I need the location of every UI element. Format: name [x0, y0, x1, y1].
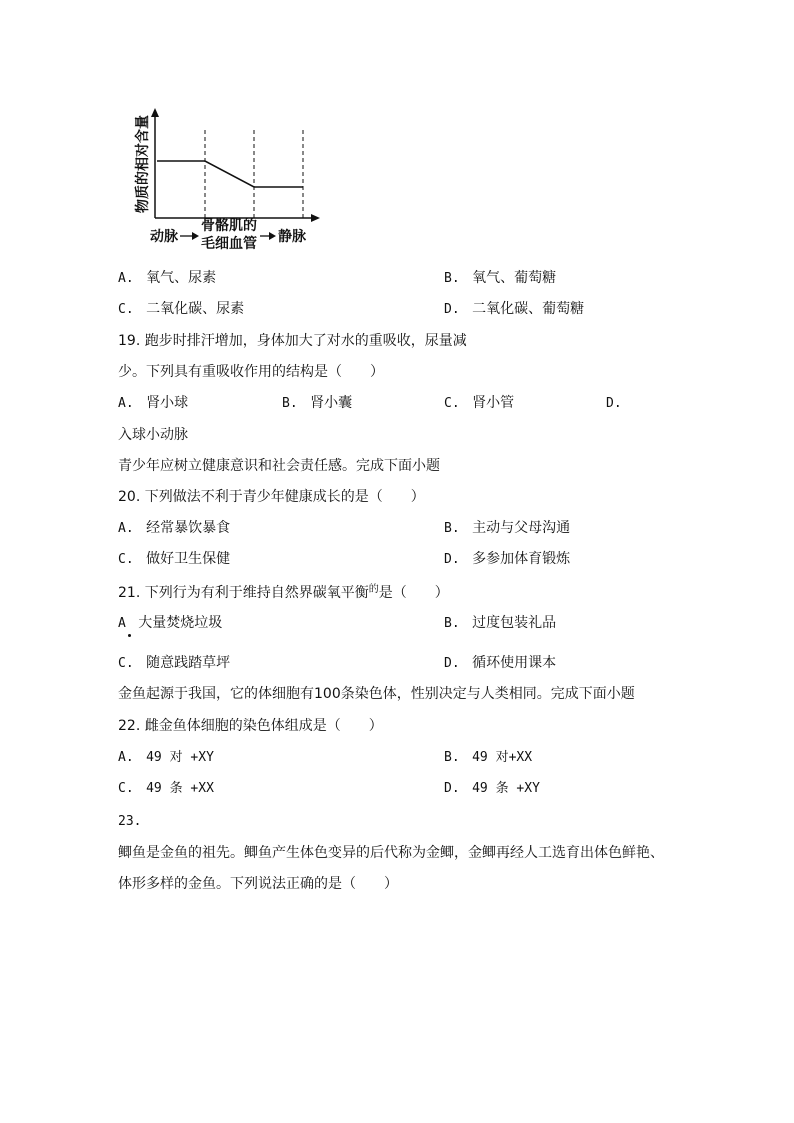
option-text: 过度包装礼品 — [472, 615, 557, 631]
option-letter: B. — [444, 521, 460, 536]
option-letter: D. — [606, 396, 622, 411]
q21-option-c — [118, 653, 230, 674]
content-curve — [157, 161, 303, 187]
q21-option-d — [444, 653, 556, 674]
option-text: 肾小囊 — [310, 395, 353, 411]
q18-option-b — [444, 268, 556, 289]
q19-option-d-text: 入球小动脉 — [118, 427, 188, 443]
q18-option-c — [118, 299, 244, 320]
x-label-vein: 静脉 — [278, 229, 306, 245]
q20-option-c — [118, 549, 230, 570]
option-text: 主动与父母沟通 — [472, 520, 571, 536]
q23-number: 23. — [118, 814, 142, 829]
option-text: 随意践踏草坪 — [146, 655, 231, 671]
q23-stem-line1: 鲫鱼是金鱼的祖先。鲫鱼产生体色变异的后代称为金鲫，金鲫再经人工选育出体色鲜艳、 — [118, 845, 664, 861]
option-text: 49 条 +XX — [146, 781, 214, 796]
option-letter: D. — [444, 552, 460, 567]
option-text: 49 对+XX — [472, 750, 533, 765]
y-axis-label: 物质的相对含量 — [135, 115, 151, 213]
option-text: 二氧化碳、葡萄糖 — [472, 301, 585, 317]
option-text: 49 对 +XY — [146, 750, 214, 765]
q21-option-a — [118, 613, 222, 634]
option-letter: A. — [118, 521, 134, 536]
option-text: 循环使用课本 — [472, 655, 557, 671]
option-letter: D. — [444, 781, 460, 796]
q19-option-c — [444, 393, 514, 414]
option-letter: C. — [444, 396, 460, 411]
stray-dot-mark — [128, 634, 131, 637]
option-text: 49 条 +XY — [472, 781, 540, 796]
q21-stem-end: 是（ ） — [378, 585, 449, 601]
q22-option-c — [118, 778, 214, 799]
y-axis-arrow — [151, 108, 159, 117]
q20-stem: 20. 下列做法不利于青少年健康成长的是（ ） — [118, 489, 425, 505]
arrow-1-head — [192, 232, 199, 240]
option-letter: C. — [118, 552, 134, 567]
option-text: 多参加体育锻炼 — [472, 551, 571, 567]
option-letter: C. — [118, 656, 134, 671]
x-label-artery: 动脉 — [150, 229, 178, 245]
option-text: 氧气、尿素 — [146, 270, 217, 286]
option-text: 二氧化碳、尿素 — [146, 301, 245, 317]
option-letter: B. — [444, 750, 460, 765]
q22-option-b — [444, 747, 532, 768]
q20-option-d — [444, 549, 570, 570]
q20-option-b — [444, 518, 570, 539]
q19-stem-line2: 少。下列具有重吸收作用的结构是（ ） — [118, 364, 384, 380]
x-label-capillary-line1: 骨骼肌的 — [201, 218, 257, 234]
option-letter: B. — [444, 271, 460, 286]
option-text: 肾小管 — [472, 395, 515, 411]
q19-option-a — [118, 393, 188, 414]
q19-option-b — [282, 393, 352, 414]
q23-stem-line2: 体形多样的金鱼。下列说法正确的是（ ） — [118, 876, 398, 892]
q22-stem: 22. 雌金鱼体细胞的染色体组成是（ ） — [118, 718, 383, 734]
x-axis-arrow — [311, 214, 320, 222]
option-text: 肾小球 — [146, 395, 189, 411]
option-letter: C. — [118, 302, 134, 317]
option-letter: A. — [118, 396, 134, 411]
option-letter: D. — [444, 656, 460, 671]
q22-option-a — [118, 747, 214, 768]
option-letter: A. — [118, 750, 134, 765]
q21-option-b — [444, 613, 556, 634]
q20-option-a — [118, 518, 230, 539]
section-intro-health: 青少年应树立健康意识和社会责任感。完成下面小题 — [118, 458, 440, 474]
option-text: 大量焚烧垃圾 — [138, 615, 223, 631]
x-label-capillary-line2: 毛细血管 — [201, 236, 257, 252]
option-text: 做好卫生保健 — [146, 551, 231, 567]
q18-option-a — [118, 268, 216, 289]
q21-stem-main: 21. 下列行为有利于维持自然界碳氧平衡 — [118, 585, 369, 601]
option-text: 经常暴饮暴食 — [146, 520, 231, 536]
q21-stem — [118, 583, 449, 605]
q21-stem-small-char: 的 — [368, 584, 379, 595]
option-letter: A — [118, 616, 126, 631]
option-letter: B. — [282, 396, 298, 411]
q19-option-d-letter — [606, 393, 622, 414]
substance-content-graph — [130, 106, 330, 256]
q19-stem-line1: 19. 跑步时排汗增加，身体加大了对水的重吸收，尿量减 — [118, 333, 467, 349]
option-text: 氧气、葡萄糖 — [472, 270, 557, 286]
q18-option-d — [444, 299, 584, 320]
q22-option-d — [444, 778, 540, 799]
option-letter: D. — [444, 302, 460, 317]
arrow-2-head — [269, 232, 276, 240]
option-letter: C. — [118, 781, 134, 796]
option-letter: B. — [444, 616, 460, 631]
section-intro-goldfish: 金鱼起源于我国，它的体细胞有100条染色体，性别决定与人类相同。完成下面小题 — [118, 686, 635, 702]
option-letter: A. — [118, 271, 134, 286]
